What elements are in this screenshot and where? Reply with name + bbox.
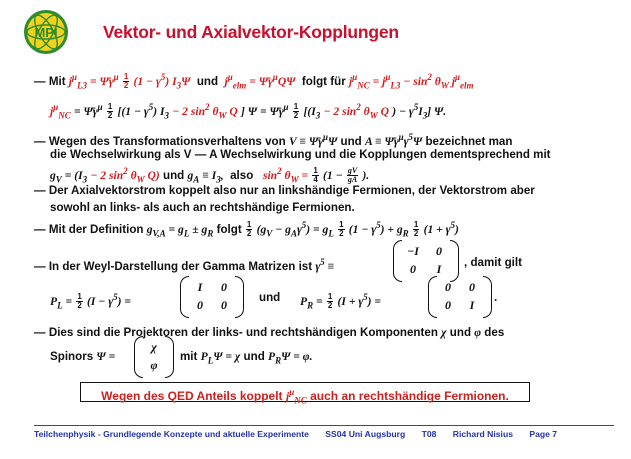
text-line: — In der Weyl-Darstellung der Gamma Matrizen ist $\gamma^5$ ≡ (34, 257, 335, 273)
logo-text: MPI (34, 25, 58, 40)
gamma5-matrix: −I 0 0 I (393, 240, 459, 280)
math-line: — Mit der Definition $g_{V,A} = g_L \pm g_R$ folgt $\frac{1}{2}$ $(g_V - g_A\gamma^5) = g_L$ $\frac{1}{2}$ $(1 - \gamma^5) + g_R$ $\frac{1}{2}$ $(1 + \gamma^5)$ (34, 220, 459, 239)
footer-course: Teilchenphysik - Grundlegende Konzepte und aktuelle Experimente (34, 429, 309, 439)
footer-author: Richard Nisius (452, 429, 513, 439)
math-line: mit $P_L\Psi = \chi$ und $P_R\Psi = \varphi$. (180, 350, 313, 366)
pl-matrix: I 0 0 0 (180, 276, 244, 316)
pr-matrix: 0 0 0 I (428, 276, 492, 316)
conclusion-box: Wegen des QED Anteils koppelt $j^\mu_{NC}$ auch an rechtshändige Fermionen. (80, 382, 530, 402)
math-line: Spinors Ψ = (50, 350, 116, 363)
footer-divider (34, 425, 614, 426)
footer-semester: SS04 Uni Augsburg (325, 429, 406, 439)
text-line: — Wegen des Transformationsverhaltens von $V \equiv \Psī\gamma^\mu\Psi$ und $A \equiv \Psī\gamma^\mu\gamma^5\Psi$ bezeichnet man (34, 132, 513, 148)
text-line: und (259, 291, 281, 304)
footer-page: Page 7 (529, 429, 558, 439)
text-line: , damit gilt (464, 256, 522, 269)
math-line: $P_R$ = $\frac{1}{2}$ $(I + \gamma^5)$ = (300, 292, 382, 311)
text-line: — Der Axialvektorstrom koppelt also nur an linkshändige Fermionen, der Vektorstrom aber (34, 184, 535, 197)
text-line: . (494, 291, 498, 304)
text-line: die Wechselwirkung als V — A Wechselwirkung und die Kopplungen dementsprechend mit (50, 148, 551, 161)
math-line: $P_L$ = $\frac{1}{2}$ $(I - \gamma^5)$ = (50, 292, 131, 311)
text-line: — Dies sind die Projektoren der links- und rechtshändigen Komponenten χ und φ des (34, 326, 505, 339)
slide-title: Vektor- und Axialvektor-Kopplungen (103, 22, 399, 42)
text-line: sowohl an links- als auch an rechtshändige Fermionen. (50, 201, 355, 214)
footer-section: T08 (421, 429, 437, 439)
spinor-vector: χ φ (134, 336, 174, 376)
footer (34, 429, 571, 439)
math-line: $g_V = (I_3 - 2$ $\sin^2 \theta_W$ Q) und $g_A \equiv I_3$, also $\sin^2 \theta_W$ = $\frac{1}{4}$ (1 − $\frac{gV}{gA}$ ). (50, 166, 370, 185)
text-line: — Mit $j^\mu_{L3}$ = $\Psī\gamma^\mu$ $\frac{1}{2}$ $(1 - \gamma^5)$ $I_3\Psi$ und $j^\mu_{elm}$ = $\Psī\gamma^\mu Q\Psi$ folgt für $j^\mu_{NC} = j^\mu_{L3} - \sin^2 \theta_W$ $j^\mu_{elm}$ (34, 72, 474, 91)
math-line: $j^\mu_{NC}$ = $\Psī\gamma^\mu$ $\frac{1}{2}$ [$(1 - \gamma^5)$ $I_3 - 2$ $\sin^2 \theta_W$ Q ] $\Psi = \Psī\gamma^\mu$ $\frac{1}{2}$ [($I_3 - 2$ $\sin^2 \theta_W$ Q ) − $\gamma^5I_3$] Ψ. (50, 102, 447, 121)
